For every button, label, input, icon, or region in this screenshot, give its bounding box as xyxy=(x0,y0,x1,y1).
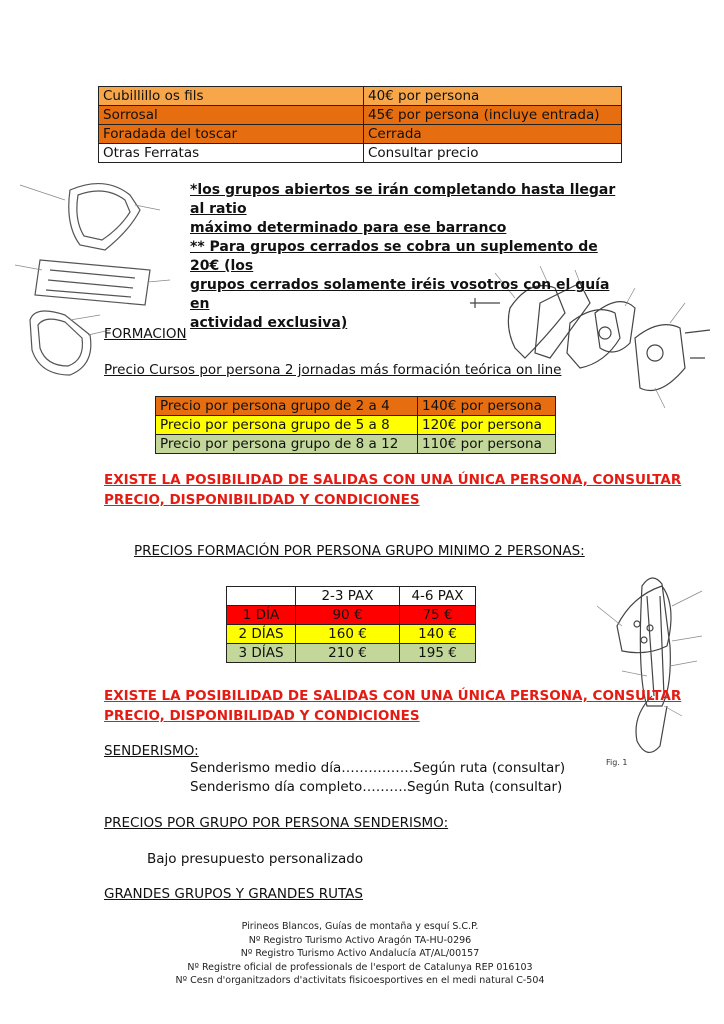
senderismo-line: Senderismo día completo……….Según Ruta (consultar) xyxy=(190,779,563,795)
note-line: actividad exclusiva) xyxy=(190,315,348,331)
footer-line: Nº Registro Turismo Activo Andalucía AT/AL/00157 xyxy=(240,948,480,959)
day-cell: 3 DÍAS xyxy=(227,644,296,663)
ferrata-price: Consultar precio xyxy=(364,144,622,163)
warning-2 xyxy=(104,686,681,726)
day-cell: 1 DÍA xyxy=(227,606,296,625)
price-cell: 210 € xyxy=(296,644,400,663)
table-row xyxy=(99,106,622,125)
warning-line: PRECIO, DISPONIBILIDAD Y CONDICIONES xyxy=(104,492,420,508)
footer-line: Nº Registre oficial de professionals de l'esport de Catalunya REP 016103 xyxy=(187,961,533,973)
col-header xyxy=(227,587,296,606)
table-row xyxy=(156,397,556,416)
ferrata-price: 40€ por persona xyxy=(364,87,622,106)
formacion-price: 120€ por persona xyxy=(418,416,556,435)
table-row xyxy=(227,644,476,663)
note-line: *los grupos abiertos se irán completando hasta llegar al ratio xyxy=(190,182,616,217)
col-header: 4-6 PAX xyxy=(400,587,476,606)
grandes-heading: GRANDES GRUPOS Y GRANDES RUTAS xyxy=(104,886,363,902)
senderismo-line: Senderismo medio día…………….Según ruta (consultar) xyxy=(190,760,566,776)
table-row xyxy=(99,87,622,106)
note-line: grupos cerrados solamente iréis vosotros con el guía en xyxy=(190,277,610,312)
footer-line: Nº Cesn d'organitzadors d'activitats fisicoesportives en el medi natural C-504 xyxy=(175,975,545,986)
day-cell: 2 DÍAS xyxy=(227,625,296,644)
footer-line: Pirineos Blancos, Guías de montaña y esquí S.C.P. xyxy=(241,921,479,932)
carabiner-drawing xyxy=(592,556,712,766)
formacion-price: 110€ por persona xyxy=(418,435,556,454)
warning-line: EXISTE LA POSIBILIDAD DE SALIDAS CON UNA ÚNICA PERSONA, CONSULTAR xyxy=(104,688,682,704)
notes-block xyxy=(190,181,620,333)
table-row xyxy=(156,435,556,454)
figure-label: Fig. 1 xyxy=(606,758,628,767)
formacion-label: Precio por persona grupo de 5 a 8 xyxy=(156,416,418,435)
senderismo-heading: SENDERISMO: xyxy=(104,743,199,759)
price-cell: 160 € xyxy=(296,625,400,644)
ferrata-name: Cubillillo os fils xyxy=(99,87,364,106)
equipment-drawing-left xyxy=(10,170,190,390)
ferratas-table xyxy=(98,86,622,163)
table-row xyxy=(227,587,476,606)
formacion-grupo-table xyxy=(226,586,476,663)
table-row xyxy=(227,606,476,625)
note-line: máximo determinado para ese barranco xyxy=(190,220,507,236)
footer-line: Nº Registro Turismo Activo Aragón TA-HU-0296 xyxy=(248,934,472,946)
ferrata-price: Cerrada xyxy=(364,125,622,144)
price-cell: 195 € xyxy=(400,644,476,663)
warning-1 xyxy=(104,470,681,510)
table-row xyxy=(156,416,556,435)
ferrata-name: Otras Ferratas xyxy=(99,144,364,163)
col-header: 2-3 PAX xyxy=(296,587,400,606)
senderismo-grupo-text: Bajo presupuesto personalizado xyxy=(147,851,364,867)
senderismo-grupo-heading: PRECIOS POR GRUPO POR PERSONA SENDERISMO: xyxy=(104,815,449,831)
note-line: ** Para grupos cerrados se cobra un suplemento de 20€ (los xyxy=(190,239,598,274)
footer xyxy=(120,920,600,988)
warning-line: EXISTE LA POSIBILIDAD DE SALIDAS CON UNA ÚNICA PERSONA, CONSULTAR xyxy=(104,472,682,488)
table-row xyxy=(99,125,622,144)
ferrata-name: Sorrosal xyxy=(99,106,364,125)
table-row xyxy=(227,625,476,644)
table-row xyxy=(99,144,622,163)
warning-line: PRECIO, DISPONIBILIDAD Y CONDICIONES xyxy=(104,708,420,724)
formacion-table xyxy=(155,396,556,454)
formacion-price: 140€ por persona xyxy=(418,397,556,416)
formacion-grupo-heading: PRECIOS FORMACIÓN POR PERSONA GRUPO MINIMO 2 PERSONAS: xyxy=(134,543,585,559)
formacion-label: Precio por persona grupo de 8 a 12 xyxy=(156,435,418,454)
formacion-heading: FORMACION xyxy=(104,326,187,342)
ferrata-name: Foradada del toscar xyxy=(99,125,364,144)
formacion-label: Precio por persona grupo de 2 a 4 xyxy=(156,397,418,416)
price-cell: 140 € xyxy=(400,625,476,644)
price-cell: 90 € xyxy=(296,606,400,625)
price-cell: 75 € xyxy=(400,606,476,625)
ferrata-price: 45€ por persona (incluye entrada) xyxy=(364,106,622,125)
formacion-subheading: Precio Cursos por persona 2 jornadas más formación teórica on line xyxy=(104,362,562,378)
